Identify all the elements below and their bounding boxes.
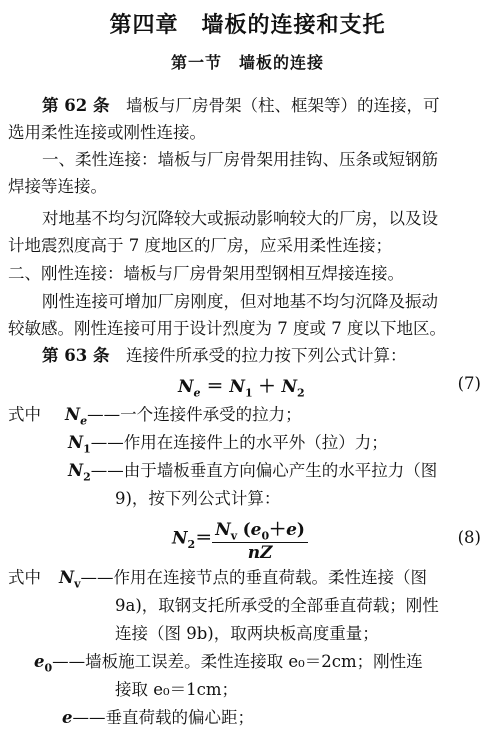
uneven-para-line-1: 对地基不均匀沉降较大或振动影响较大的厂房，以及设 xyxy=(42,209,438,228)
where-1-n2-line-2: 9)，按下列公式计算： xyxy=(115,489,281,508)
where-2-nv-line-1: 式中 $N_v——$作用在连接节点的垂直荷载。柔性连接（图 xyxy=(8,568,427,591)
rigid-para-line-2: 较敏感。刚性连接可用于设计烈度为 7 度或 7 度以下地区。 xyxy=(8,319,446,338)
article-63-label: 第 63 条 xyxy=(42,346,110,365)
where-label-2: 式中 xyxy=(8,568,41,587)
ne-description: ——一个连接件承受的拉力； xyxy=(87,405,302,424)
equation-7-number: (7) xyxy=(457,374,481,393)
where-2-e: e——垂直荷载的偏心距； xyxy=(62,708,254,727)
e0-description: ——墙板施工误差。柔性连接取 e₀＝2cm；刚性连 xyxy=(52,652,423,671)
n2-description: ——由于墙板垂直方向偏心产生的水平拉力（图 xyxy=(90,461,438,480)
equation-7: $N_e = N_1 + N_2$ xyxy=(178,377,305,400)
where-2-nv-line-3: 连接（图 9b)，取两块板高度重量； xyxy=(115,624,379,643)
where-1-n1: $N_1——$作用在连接件上的水平外（拉）力； xyxy=(68,433,388,456)
article-62-label: 第 62 条 xyxy=(42,96,110,115)
item-1-line-1: 一、柔性连接：墙板与厂房骨架用挂钩、压条或短钢筋 xyxy=(42,150,438,169)
article-63-line xyxy=(42,344,406,368)
where-label: 式中 xyxy=(8,405,41,424)
chapter-title: 第四章 墙板的连接和支托 xyxy=(109,12,386,38)
item-1-line-2: 焊接等连接。 xyxy=(8,177,107,196)
article-62-line-1 xyxy=(42,94,439,118)
item-2-line-1: 二、刚性连接：墙板与厂房骨架用型钢相互焊接连接。 xyxy=(8,264,404,283)
equation-8: $N_2=$ $\frac{N_v (e_0+e)}{nZ}$ xyxy=(172,515,308,563)
n1-description: ——作用在连接件上的水平外（拉）力； xyxy=(90,433,388,452)
uneven-para-line-2: 计地震烈度高于 7 度地区的厂房，应采用柔性连接； xyxy=(8,236,392,255)
rigid-para-line-1: 刚性连接可增加厂房刚度，但对地基不均匀沉降及振动 xyxy=(42,292,438,311)
article-62-text: 墙板与厂房骨架（柱、框架等）的连接，可 xyxy=(125,96,440,115)
e-description: ——垂直荷载的偏心距； xyxy=(72,708,254,727)
where-2-e0-line-2: 接取 e₀＝1cm； xyxy=(115,680,239,699)
nv-description: ——作用在连接节点的垂直荷载。柔性连接（图 xyxy=(80,568,427,587)
article-62-line-2: 选用柔性连接或刚性连接。 xyxy=(8,123,206,142)
section-title: 第一节 墙板的连接 xyxy=(170,53,324,72)
article-63-text: 连接件所承受的拉力按下列公式计算： xyxy=(125,346,407,365)
where-1-ne: 式中 $N_e——$一个连接件承受的拉力； xyxy=(8,405,302,428)
where-1-n2-line-1: $N_2——$由于墙板垂直方向偏心产生的水平拉力（图 xyxy=(68,461,438,484)
where-2-e0-line-1: $e_0——$墙板施工误差。柔性连接取 e₀＝2cm；刚性连 xyxy=(34,652,423,675)
equation-8-number: (8) xyxy=(457,528,481,547)
where-2-nv-line-2: 9a)，取钢支托所承受的全部垂直荷载；刚性 xyxy=(115,596,439,615)
